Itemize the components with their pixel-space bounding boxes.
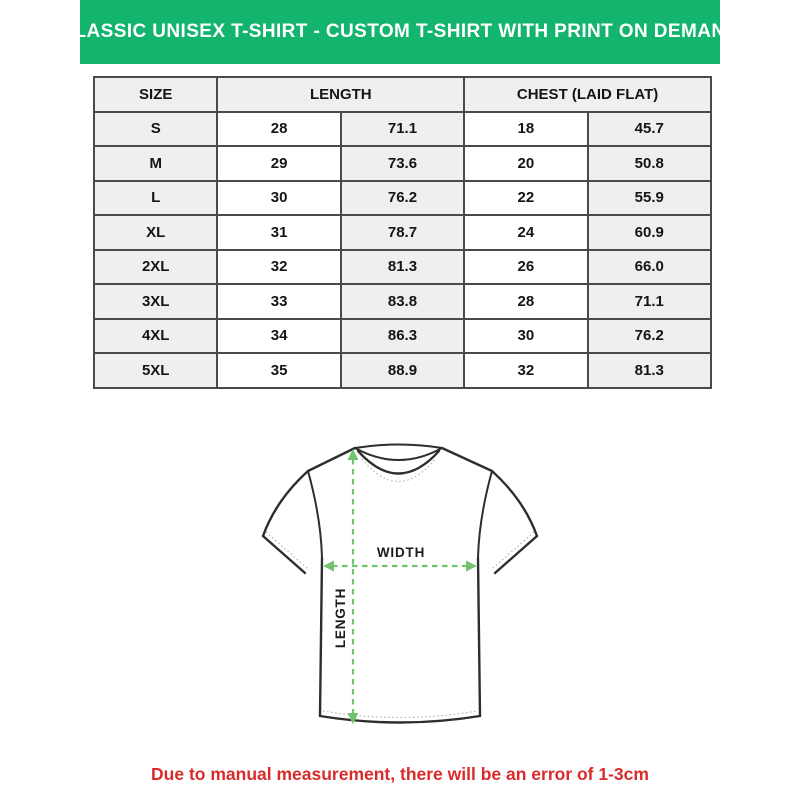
collar-stitch-line [362,459,435,482]
length-in-cell: 32 [217,250,340,285]
chest-in-cell: 30 [464,319,587,354]
title-banner [60,0,740,64]
length-cm-cell: 88.9 [341,353,464,388]
length-in-cell: 30 [217,181,340,216]
table-header-row [94,77,711,112]
table-row [94,215,711,250]
length-in-cell: 34 [217,319,340,354]
length-in-cell: 33 [217,284,340,319]
chest-cm-cell: 81.3 [588,353,711,388]
length-in-cell: 29 [217,146,340,181]
chest-in-cell: 24 [464,215,587,250]
tshirt-outline [263,445,537,723]
chest-cm-cell: 60.9 [588,215,711,250]
size-cell: M [94,146,217,181]
left-cuff-stitch-line [266,532,308,569]
size-cell: XL [94,215,217,250]
length-arrow [333,449,359,724]
length-cm-cell: 71.1 [341,112,464,147]
length-in-cell: 28 [217,112,340,147]
chest-cm-cell: 55.9 [588,181,711,216]
chest-cm-cell: 66.0 [588,250,711,285]
length-cm-cell: 76.2 [341,181,464,216]
chest-cm-cell: 76.2 [588,319,711,354]
width-label: WIDTH [376,545,426,560]
size-cell: 2XL [94,250,217,285]
length-cm-cell: 73.6 [341,146,464,181]
length-label: LENGTH [333,587,348,649]
chest-in-cell: 22 [464,181,587,216]
size-cell: S [94,112,217,147]
length-in-cell: 35 [217,353,340,388]
length-cm-cell: 86.3 [341,319,464,354]
length-cm-cell: 81.3 [341,250,464,285]
size-cell: 4XL [94,319,217,354]
chest-in-cell: 20 [464,146,587,181]
table-row [94,353,711,388]
table-row [94,112,711,147]
table-row [94,284,711,319]
table-row [94,250,711,285]
chest-in-cell: 18 [464,112,587,147]
table-row [94,181,711,216]
length-in-cell: 31 [217,215,340,250]
measurement-note: Due to manual measurement, there will be an error of 1-3cm [151,764,649,784]
width-arrow [323,545,477,572]
col-header-chest: CHEST (LAID FLAT) [464,77,711,112]
table-row [94,146,711,181]
chest-in-cell: 28 [464,284,587,319]
chest-cm-cell: 50.8 [588,146,711,181]
size-cell: 5XL [94,353,217,388]
size-table [93,76,712,389]
length-cm-cell: 83.8 [341,284,464,319]
chest-cm-cell: 71.1 [588,284,711,319]
col-header-size: SIZE [94,77,217,112]
chest-in-cell: 26 [464,250,587,285]
col-header-length: LENGTH [217,77,464,112]
chest-cm-cell: 45.7 [588,112,711,147]
length-cm-cell: 78.7 [341,215,464,250]
size-cell: 3XL [94,284,217,319]
hem-stitch-line [323,711,477,718]
tshirt-measurement-diagram [250,428,550,740]
size-cell: L [94,181,217,216]
page-title: CLASSIC UNISEX T-SHIRT - CUSTOM T-SHIRT WITH PRINT ON DEMAND [60,21,740,42]
chest-in-cell: 32 [464,353,587,388]
table-row [94,319,711,354]
right-cuff-stitch-line [492,532,534,569]
